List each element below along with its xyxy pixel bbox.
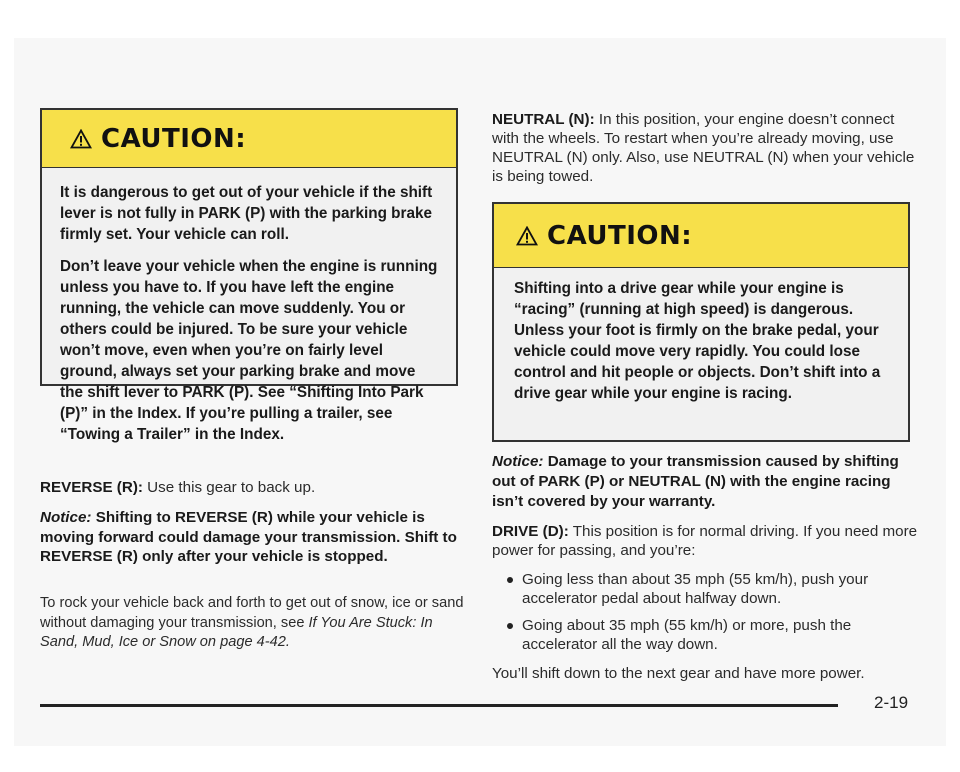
reverse-text: Use this gear to back up. (142, 479, 316, 496)
caution-heading-left: CAUTION: (101, 123, 247, 154)
caution-paragraph: Shifting into a drive gear while your engine is “racing” (running at high speed) is dangerous. Unless your foot is firmly on the brake pedal, your vehicle could move very rapidly. You could lose control and hit people or objects. Don’t shift into a drive gear while your engine is racing. (514, 280, 881, 402)
caution-header-right (494, 204, 908, 268)
notice-reverse-text: Shifting to REVERSE (R) while your vehicle is moving forward could damage your transmission. Shift to REVERSE (R) only after your vehicle is stopped. (40, 509, 457, 565)
caution-heading-right: CAUTION: (547, 220, 693, 251)
caution-box-right (492, 202, 910, 442)
drive-closing: You’ll shift down to the next gear and have more power. (492, 665, 865, 682)
caution-header-left (42, 110, 456, 168)
notice-neutral-paragraph (492, 452, 916, 512)
drive-label: DRIVE (D): (492, 523, 569, 540)
neutral-paragraph (492, 110, 920, 186)
drive-section (492, 522, 920, 683)
drive-bullet-list (492, 570, 920, 654)
rock-vehicle-text: To rock your vehicle back and forth to get out of snow, ice or sand without damaging your transmission, see (40, 595, 464, 631)
notice-neutral-text: Damage to your transmission caused by shifting out of PARK (P) or NEUTRAL (N) with the engine racing isn’t covered by your warranty. (492, 453, 899, 510)
bullet-icon (507, 577, 513, 583)
notice-reverse-paragraph (40, 508, 464, 567)
reverse-label: REVERSE (R): (40, 479, 143, 496)
caution-paragraph: Don’t leave your vehicle when the engine is running unless you have to. If you have left the engine running, the vehicle can move suddenly. You or others could be injured. To be sure your vehicle won’t move, even when you’re on fairly level ground, always set your parking brake and move the shift lever to PARK (P). See “Shifting Into Park (P)” in the Index. If you’re pulling a trailer, see “Towing a Trailer” in the Index. (60, 258, 438, 443)
caution-box-left (40, 108, 458, 443)
drive-paragraph (492, 522, 920, 560)
notice-label: Notice: (40, 509, 92, 526)
caution-body-left (42, 168, 456, 445)
warning-triangle-icon (516, 226, 538, 246)
warning-triangle-icon (70, 129, 92, 149)
bullet-icon (507, 623, 513, 629)
page-number: 2-19 (874, 693, 909, 712)
neutral-text: In this position, your engine doesn’t connect with the wheels. To restart when you’re already moving, use NEUTRAL (N) only. Also, use NEUTRAL (N) when your vehicle is being towed. (492, 111, 915, 185)
neutral-label: NEUTRAL (N): (492, 111, 595, 128)
stuck-reference-link: If You Are Stuck: In Sand, Mud, Ice or Snow on page 4-42. (40, 614, 433, 650)
footer-rule (40, 704, 838, 707)
list-item: Going less than about 35 mph (55 km/h), push your accelerator pedal about halfway down. (492, 570, 920, 608)
reverse-paragraph (40, 478, 460, 497)
rock-vehicle-paragraph (40, 594, 464, 653)
caution-body-right (494, 268, 908, 404)
list-item: Going about 35 mph (55 km/h) or more, push the accelerator all the way down. (492, 616, 920, 654)
caution-paragraph: It is dangerous to get out of your vehicle if the shift lever is not fully in PARK (P) with the parking brake firmly set. Your vehicle can roll. (60, 184, 433, 243)
drive-text: This position is for normal driving. If you need more power for passing, and you’re: (492, 523, 918, 559)
notice-label: Notice: (492, 453, 544, 470)
